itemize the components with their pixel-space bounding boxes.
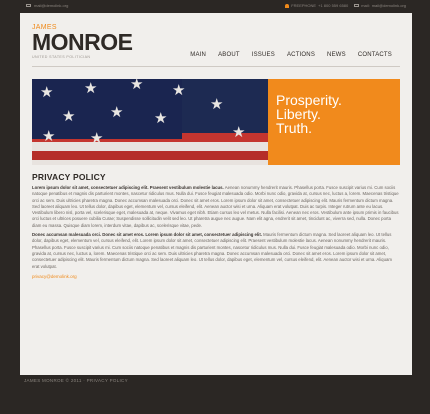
mail-icon bbox=[26, 4, 31, 7]
star-icon: ★ bbox=[172, 82, 186, 99]
mail-icon bbox=[354, 4, 359, 7]
nav-issues[interactable]: ISSUES bbox=[251, 52, 275, 58]
nav-actions[interactable]: ACTIONS bbox=[286, 52, 316, 58]
flag-stripe-red bbox=[32, 151, 268, 160]
nav-contacts[interactable]: CONTACTS bbox=[357, 52, 392, 58]
star-icon: ★ bbox=[110, 104, 124, 121]
nav-divider bbox=[32, 66, 400, 67]
star-icon: ★ bbox=[210, 96, 224, 113]
star-icon: ★ bbox=[90, 130, 104, 147]
nav-main[interactable]: MAIN bbox=[190, 52, 207, 58]
email-info[interactable] bbox=[354, 3, 406, 8]
flag-stripe-white bbox=[32, 142, 268, 151]
paragraph-2-body: Mauris fermentum dictum magna. Sed laoreet aliquam leo. Ut tellus dolor, dapibus eget, elementum vel, cursus eleifend, elit. Lorem ipsum dolor sit amet, consectetuer adipiscing elit. Praesent vestibulum molestie lacus. Aenean nonummy hendrerit mauris. Phasellus porta. Fusce suscipit varius mi. Cum sociis natoque penatibus et magnis dis parturient montes, nascetur ridiculus mus. Nulla dui. Fusce feugiat malesuada odio. Morbi nunc odio, gravida at, cursus nec, luctus a, lorem. Maecenas tristique orci ac sem. Duis ultricies pharetra magna. Donec accumsan malesuada orci. Donec sit amet eros. Lorem ipsum dolor sit amet, consectetuer adipiscing elit. Mauris fermentum dictum magna. Sed laoreet aliquam leo. Ut tellus dolor, dapibus eget, elementum vel, cursus eleifend, elit. Aenean auctor wisi et urna. Aliquam erat volutpat. bbox=[32, 232, 392, 269]
logo-last-name: MONROE bbox=[32, 29, 133, 55]
star-icon: ★ bbox=[42, 128, 56, 145]
slogan-panel bbox=[268, 79, 400, 165]
page-container bbox=[20, 13, 412, 375]
star-icon: ★ bbox=[62, 108, 76, 125]
top-bar bbox=[0, 0, 430, 13]
paragraph-1-body: Aenean nonummy hendrerit mauris. Phasellus porta. Fusce suscipit varius mi. Cum sociis natoque penatibus et magnis dis parturient montes, nascetur ridiculus mus. Nulla dui. Fusce feugiat malesuada odio. Morbi nunc odio, gravida at, cursus nec, luctus a, lorem. Maecenas tristique orci ac sem. Duis ultricies pharetra magna. Donec accumsan malesuada orci. Donec sit amet eros. Lorem ipsum dolor sit amet, consectetuer adipiscing elit. Mauris fermentum dictum magna. Sed laoreet aliquam leo. Ut tellus dolor, dapibus eget, elementum vel, cursus eleifend, elit. Aenean auctor wisi et urna. Aliquam erat volutpat. Duis ac turpis. Integer rutrum ante eu lacus. Vestibulum libero nisl, porta vel, scelerisque eget, malesuada at, neque. Vivamus eget nibh. Etiam cursus leo vel metus. Nulla facilisi. Aenean nec eros. Vestibulum ante ipsum primis in faucibus orci luctus et ultrices posuere cubilia Curae; Suspendisse sollicitudin velit sed leo. Ut pharetra augue nec augue. Nam elit agna, endrerit sit amet, tincidunt ac, viverra sed, nulla. Donec porta diam eu massa. Quisque diam lorem, interdum vitae, dapibus ac, scelerisque vitae, pede. bbox=[32, 185, 399, 228]
phone-info bbox=[285, 3, 348, 8]
footer-copyright: JAMES MONROE © 2011 · PRIVACY POLICY bbox=[24, 378, 128, 383]
paragraph-2-lead: Donec accumsan malesuada orci. Donec sit amet eros. Lorem ipsum dolor sit amet, consectetuer adipiscing elit. bbox=[32, 232, 262, 238]
hero-banner bbox=[32, 79, 400, 165]
paragraph-1 bbox=[32, 185, 400, 229]
slogan-line-1: Prosperity. bbox=[276, 92, 342, 108]
star-icon: ★ bbox=[232, 124, 246, 141]
main-nav bbox=[190, 52, 398, 58]
star-icon: ★ bbox=[84, 80, 98, 97]
logo-tagline: UNITED STATES POLITICIAN bbox=[32, 55, 91, 59]
nav-news[interactable]: NEWS bbox=[327, 52, 346, 58]
page-title: PRIVACY POLICY bbox=[32, 172, 106, 182]
phone-label: FREEPHONE bbox=[291, 3, 317, 8]
flag-stripe-white bbox=[32, 160, 268, 165]
logo[interactable] bbox=[32, 24, 133, 59]
top-email-left[interactable] bbox=[26, 3, 68, 8]
slogan-line-3: Truth. bbox=[276, 120, 313, 136]
flag-image bbox=[32, 79, 268, 165]
star-icon: ★ bbox=[130, 79, 144, 93]
star-icon: ★ bbox=[154, 110, 168, 127]
nav-about[interactable]: ABOUT bbox=[218, 52, 240, 58]
logo-first-name: JAMES bbox=[32, 24, 57, 31]
top-email-left-text[interactable]: mail@demolink.org bbox=[34, 3, 69, 8]
phone-number: +1 800 559 6580 bbox=[318, 3, 349, 8]
paragraph-2 bbox=[32, 232, 400, 270]
star-icon: ★ bbox=[40, 84, 54, 101]
slogan bbox=[276, 93, 342, 135]
top-contacts bbox=[285, 3, 406, 8]
slogan-line-2: Liberty. bbox=[276, 106, 321, 122]
phone-icon bbox=[285, 4, 289, 8]
email-right[interactable]: mail@demolink.org bbox=[371, 3, 406, 8]
privacy-email-link[interactable]: privacy@demolink.org bbox=[32, 273, 77, 279]
email-right-label: mail: bbox=[361, 3, 370, 8]
paragraph-1-lead: Lorem ipsum dolor sit amet, consectetuer adipiscing elit. Praesent vestibulum molestie lacus. bbox=[32, 185, 224, 190]
main-content bbox=[32, 172, 400, 279]
